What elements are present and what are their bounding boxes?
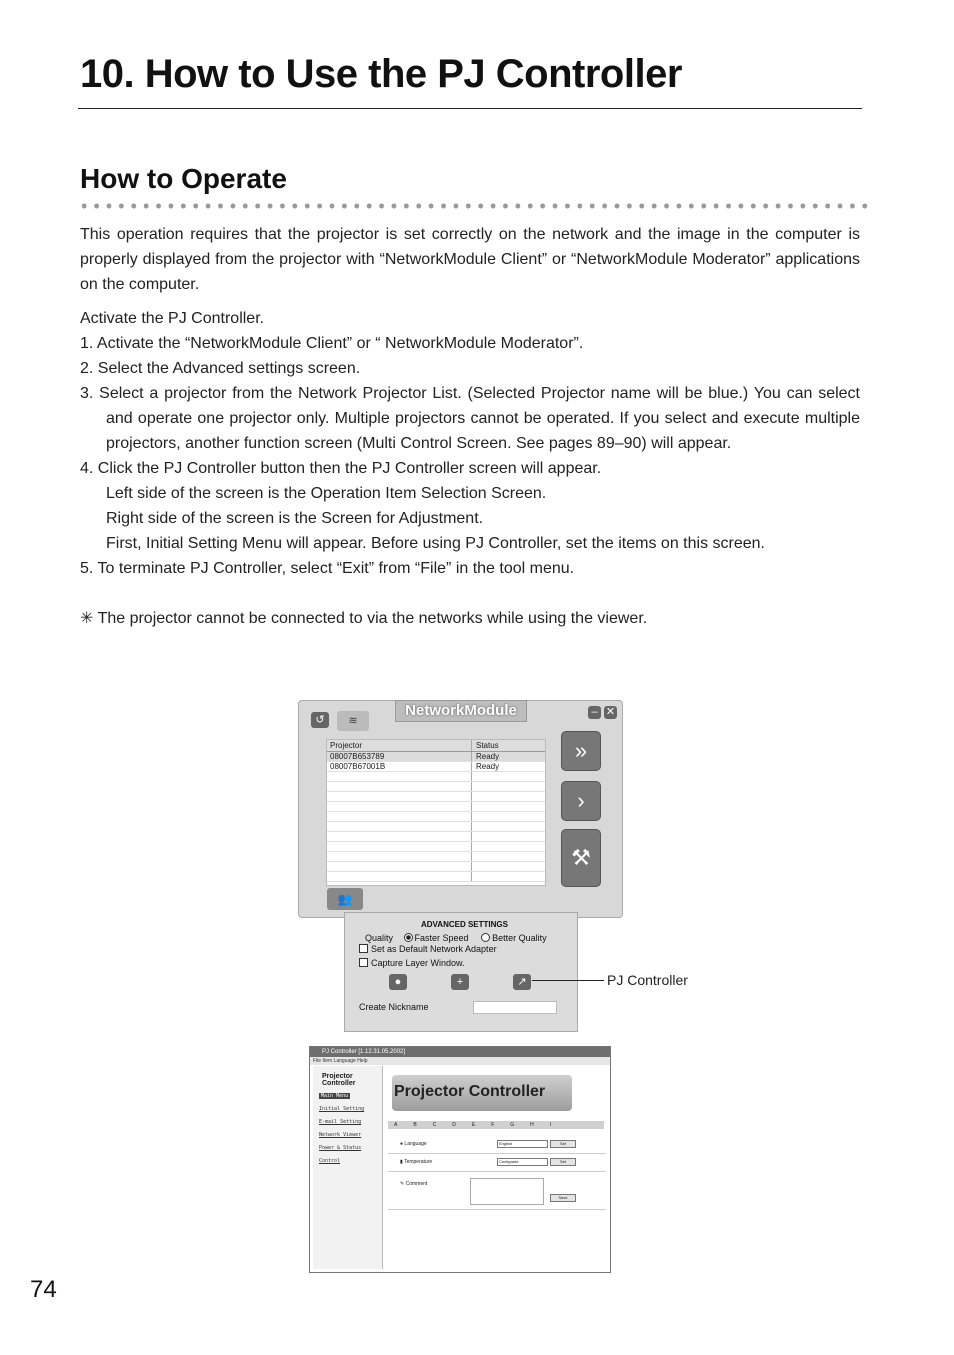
banner-title: Projector Controller bbox=[394, 1083, 546, 1100]
default-adapter-checkbox[interactable]: Set as Default Network Adapter bbox=[359, 944, 497, 954]
user-icon[interactable]: 👥 bbox=[327, 888, 363, 910]
temperature-set-button[interactable]: Set bbox=[550, 1158, 576, 1166]
refresh-icon[interactable]: ↺ bbox=[311, 712, 329, 728]
create-nickname-label: Create Nickname bbox=[359, 1002, 429, 1012]
window-title: NetworkModule bbox=[395, 700, 527, 722]
step-3: 3. Select a projector from the Network Projector List. (Selected Projector name will be blue.) You can select and operate one projector only. Multiple projectors cannot be operated. If you select and execute multiple projectors, another function screen (Multi Control Screen. See pages 89–90) will appear. bbox=[80, 385, 860, 452]
step-2: 2. Select the Advanced settings screen. bbox=[80, 360, 361, 377]
advanced-settings-title: ADVANCED SETTINGS bbox=[421, 920, 508, 929]
better-quality-radio[interactable]: Better Quality bbox=[481, 933, 547, 943]
window-titlebar: PJ Controller [1.12.31.05.2002] bbox=[310, 1047, 610, 1057]
list-item[interactable]: 08007B653789 Ready bbox=[327, 752, 545, 762]
step-1: 1. Activate the “NetworkModule Client” or “ NetworkModule Moderator”. bbox=[80, 335, 584, 352]
callout-line bbox=[532, 980, 604, 981]
activate-line: Activate the PJ Controller. bbox=[80, 310, 265, 327]
capture-layer-checkbox[interactable]: Capture Layer Window. bbox=[359, 958, 465, 968]
add-icon[interactable]: + bbox=[451, 974, 469, 990]
operation-sidebar bbox=[313, 1066, 383, 1269]
faster-speed-radio[interactable]: Faster Speed bbox=[404, 933, 469, 943]
projector-list[interactable] bbox=[326, 739, 546, 886]
sidebar-item-power-status[interactable]: Power & Status bbox=[319, 1145, 362, 1151]
comment-label: ✎ Comment bbox=[400, 1181, 428, 1187]
sidebar-title: Projector Controller bbox=[322, 1073, 356, 1087]
menu-bar[interactable]: File Item Language Help bbox=[310, 1057, 610, 1065]
chapter-rule bbox=[78, 108, 862, 109]
pj-controller-button[interactable]: ↗ bbox=[513, 974, 531, 990]
list-header bbox=[327, 740, 545, 752]
quality-row bbox=[365, 933, 547, 943]
language-select[interactable]: English bbox=[497, 1140, 548, 1148]
tools-button[interactable]: ⚒ bbox=[561, 829, 601, 887]
list-item[interactable]: 08007B67001B Ready bbox=[327, 762, 545, 772]
step-4: 4. Click the PJ Controller button then the PJ Controller screen will appear. bbox=[80, 460, 602, 477]
next-button[interactable]: › bbox=[561, 781, 601, 821]
sidebar-item-email-setting[interactable]: E-mail Setting bbox=[319, 1119, 362, 1125]
step-4-sub: Left side of the screen is the Operation Item Selection Screen. bbox=[106, 485, 547, 502]
close-icon[interactable]: ✕ bbox=[605, 706, 616, 718]
minimize-icon[interactable]: – bbox=[588, 706, 601, 719]
camera-icon[interactable]: ● bbox=[389, 974, 407, 990]
chapter-title: 10. How to Use the PJ Controller bbox=[80, 52, 682, 96]
nickname-input[interactable] bbox=[473, 1001, 557, 1014]
temperature-label: ▮ Temperature bbox=[400, 1159, 433, 1165]
callout-label: PJ Controller bbox=[607, 972, 688, 988]
comment-textarea[interactable] bbox=[470, 1178, 544, 1205]
column-status: Status bbox=[476, 741, 499, 750]
sidebar-item-initial-setting[interactable]: Initial Setting bbox=[319, 1106, 365, 1112]
language-label: ● Language bbox=[400, 1141, 427, 1147]
temperature-select[interactable]: Centigrade bbox=[497, 1158, 548, 1166]
fast-forward-button[interactable]: » bbox=[561, 731, 601, 771]
dotted-divider bbox=[78, 202, 868, 210]
page-number: 74 bbox=[30, 1276, 57, 1303]
column-projector: Projector bbox=[327, 740, 472, 751]
step-5: 5. To terminate PJ Controller, select “Exit” from “File” in the tool menu. bbox=[80, 560, 575, 577]
note: ✳ The projector cannot be connected to via the networks while using the viewer. bbox=[80, 610, 648, 627]
sidebar-item-control[interactable]: Control bbox=[319, 1158, 341, 1164]
sidebar-item-network-viewer[interactable]: Network Viewer bbox=[319, 1132, 362, 1138]
networkmodule-window bbox=[298, 700, 623, 918]
body-text bbox=[80, 222, 860, 631]
save-button[interactable]: Save bbox=[550, 1194, 576, 1202]
letter-strip: ABCDEFGHI bbox=[388, 1121, 604, 1129]
pj-controller-window bbox=[309, 1046, 611, 1273]
sidebar-item-main-menu[interactable]: Main Menu bbox=[321, 1093, 349, 1099]
step-4-sub: Right side of the screen is the Screen for Adjustment. bbox=[106, 510, 484, 527]
step-4-sub: First, Initial Setting Menu will appear. Before using PJ Controller, set the items on this screen. bbox=[106, 535, 765, 552]
intro-paragraph: This operation requires that the projector is set correctly on the network and the image in the computer is properly displayed from the projector with “NetworkModule Client” or “NetworkModule Moderator” applications on the computer. bbox=[80, 226, 860, 293]
advanced-settings-panel bbox=[344, 912, 578, 1032]
language-set-button[interactable]: Set bbox=[550, 1140, 576, 1148]
section-title: How to Operate bbox=[80, 163, 287, 194]
quality-label: Quality bbox=[365, 933, 394, 943]
wireless-icon[interactable]: ≋ bbox=[337, 711, 369, 731]
